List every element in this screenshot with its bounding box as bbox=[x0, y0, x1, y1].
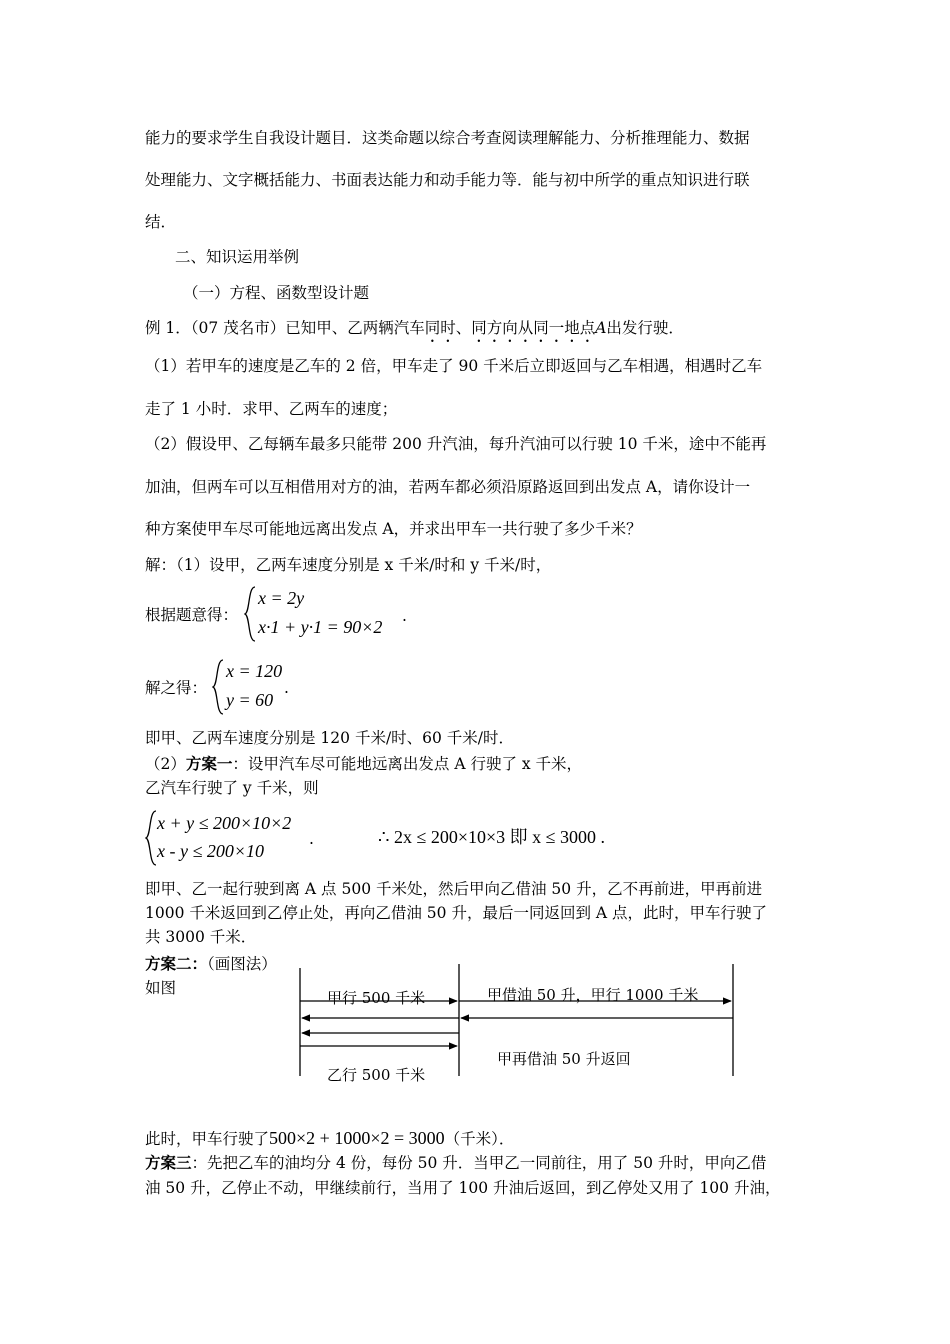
intro-line-1: 能力的要求学生自我设计题目．这类命题以综合考查阅读理解能力、分析推理能力、数据 bbox=[145, 129, 750, 147]
equation-1: x = 2y bbox=[258, 588, 305, 608]
solution-line-1: 解：（1）设甲，乙两车速度分别是 x 千米/时和 y 千米/时， bbox=[145, 556, 552, 574]
period: . bbox=[284, 679, 289, 697]
conclusion-inequality: ∴ 2x ≤ 200×10×3 即 x ≤ 3000 . bbox=[378, 827, 606, 847]
period: . bbox=[309, 830, 314, 848]
section-subheading: （一）方程、函数型设计题 bbox=[183, 284, 370, 302]
intro-line-2: 处理能力、文字概括能力、书面表达能力和动手能力等．能与初中所学的重点知识进行联 bbox=[145, 171, 750, 189]
emphasized-text: 同时、同方向从同一地点 bbox=[424, 319, 596, 337]
plan-1-line-2: 乙汽车行驶了 y 千米，则 bbox=[145, 779, 319, 797]
question-2-line-1: （2）假设甲、乙每辆车最多只能带 200 升汽油，每升汽油可以行驶 10 千米，途中不能再 bbox=[145, 435, 767, 453]
diagram-label-jia-500: 甲行 500 千米 bbox=[327, 989, 426, 1007]
example-statement: 例 1．（07 茂名市）已知甲、乙两辆汽车同时、同方向从同一地点A出发行驶． bbox=[145, 319, 684, 337]
equation-2: x·1 + y·1 = 90×2 bbox=[258, 617, 383, 637]
plan-1-text-3: 共 3000 千米． bbox=[145, 928, 257, 946]
speed-result: 即甲、乙两车速度分别是 120 千米/时、60 千米/时． bbox=[145, 729, 515, 747]
plan-2-result: 此时，甲车行驶了500×2 + 1000×2 = 3000（千米）． bbox=[145, 1128, 515, 1148]
inequality-2: x - y ≤ 200×10 bbox=[157, 841, 264, 861]
diagram-label-borrow-1000: 甲借油 50 升，甲行 1000 千米 bbox=[487, 986, 699, 1004]
solve-label: 解之得： bbox=[145, 679, 208, 697]
diagram-label-yi-500: 乙行 500 千米 bbox=[327, 1066, 426, 1084]
intro-line-3: 结． bbox=[145, 213, 177, 231]
plan-1-text-1: 即甲、乙一起行驶到离 A 点 500 千米处，然后甲向乙借油 50 升，乙不再前进，甲再前进 bbox=[145, 880, 763, 898]
solution-y: y = 60 bbox=[226, 690, 274, 710]
question-2-line-3: 种方案使甲车尽可能地远离出发点 A，并求出甲车一共行驶了多少千米？ bbox=[145, 520, 642, 538]
diagram-label-borrow-return: 甲再借油 50 升返回 bbox=[497, 1050, 631, 1068]
plan-2-figure-label: 如图 bbox=[145, 979, 177, 997]
question-2-line-2: 加油，但两车可以互相借用对方的油，若两车都必须沿原路返回到出发点 A，请你设计一 bbox=[145, 478, 751, 496]
solution-x: x = 120 bbox=[226, 661, 283, 681]
question-1-line-1: （1）若甲车的速度是乙车的 2 倍，甲车走了 90 千米后立即返回与乙车相遇，相遇时乙车 bbox=[145, 357, 763, 375]
question-1-line-2: 走了 1 小时．求甲、乙两车的速度； bbox=[145, 400, 398, 418]
plan-1-line-1: （2）方案一：设甲汽车尽可能地远离出发点 A 行驶了 x 千米， bbox=[145, 754, 583, 773]
plan-1-text-2: 1000 千米返回到乙停止处，再向乙借油 50 升，最后一同返回到 A 点，此时，甲车行驶了 bbox=[145, 904, 768, 922]
by-meaning-label: 根据题意得： bbox=[145, 606, 239, 624]
period: . bbox=[402, 607, 407, 625]
inequality-1: x + y ≤ 200×10×2 bbox=[157, 813, 292, 833]
plan-3-line-1: 方案三：先把乙车的油均分 4 份，每份 50 升．当甲乙一同前往，用了 50 升时，甲向乙借 bbox=[145, 1153, 767, 1172]
plan-3-line-2: 油 50 升，乙停止不动，甲继续前行，当用了 100 升油后返回，到乙停处又用了 100 升油， bbox=[145, 1179, 781, 1197]
section-heading: 二、知识运用举例 bbox=[175, 248, 300, 266]
plan-2-heading: 方案二：（画图法） bbox=[145, 954, 277, 973]
